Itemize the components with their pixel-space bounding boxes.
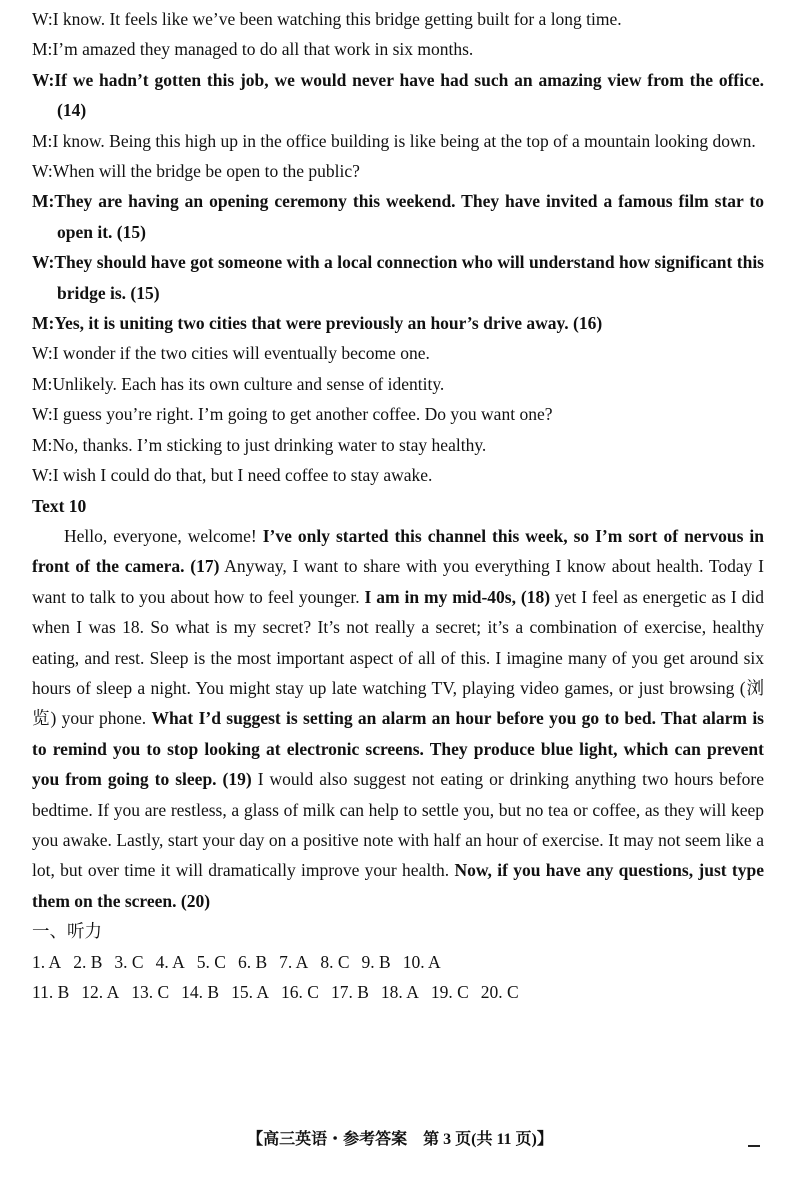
speaker-label: M:	[32, 130, 53, 151]
section-heading-text10: Text 10	[32, 495, 87, 516]
speaker-label: W:	[32, 161, 53, 182]
dialogue-line	[32, 399, 764, 429]
answer-item: 6. B	[237, 951, 268, 972]
dialogue-line	[32, 156, 764, 186]
dialogue-line	[32, 126, 764, 156]
speaker-label: M:	[32, 39, 53, 60]
dialogue-text: I know. It feels like we’ve been watching this bridge getting built for a long time.	[52, 9, 622, 29]
answer-item: 4. A	[155, 951, 185, 972]
answer-row	[32, 947, 764, 977]
text10-answer-highlight: What I’d suggest is setting an alarm an hour before you go to bed. That alarm is to remind you to stop looking at electronic screens. They produce blue light, which can prevent you from going to sleep. (19)	[32, 708, 764, 790]
answer-item: 17. B	[330, 982, 369, 1002]
page-footer: 【高三英语・参考答案 第 3 页(共 11 页)】	[247, 1131, 553, 1148]
dialogue-line	[32, 247, 764, 308]
dialogue-line	[32, 65, 764, 126]
speaker-label: W:	[32, 69, 55, 90]
answer-item: 12. A	[81, 982, 120, 1002]
dialogue-text: Unlikely. Each has its own culture and sense of identity.	[52, 373, 445, 394]
speaker-label: M:	[32, 373, 53, 394]
text10-text: I would also suggest not eating or drinking anything two hours before bedtime. If you are restless, a glass of milk can help to settle you, but no tea or coffee, as they will keep you awake. Lastly, start your day on a positive note with half an hour of exercise. It may not seem like a lot, but over time it will dramatically improve your health.	[32, 769, 765, 881]
dialogue-transcript	[32, 4, 764, 491]
dialogue-line	[32, 369, 764, 399]
text10-text: yet I feel as energetic as I did when I was 18. So what is my secret? It’s not really a secret; it’s a combination of exercise, healthy eating, and rest. Sleep is the most important aspect of all of this. I imagine many of you get around six hours of sleep a night. You might stay up late watching TV, playing video games, or just browsing (浏览) your phone.	[32, 586, 765, 729]
dialogue-line	[32, 338, 764, 368]
text10-answer-highlight: Now, if you have any questions, just type them on the screen. (20)	[32, 860, 764, 911]
answer-item: 1. A	[32, 951, 62, 972]
answer-item: 11. B	[32, 982, 70, 1002]
text10-answer-highlight: I am in my mid-40s, (18)	[364, 586, 551, 607]
document-body	[32, 4, 764, 1007]
speaker-label: W:	[32, 404, 53, 425]
dialogue-answer-highlight: If we hadn’t gotten this job, we would never have had such an amazing view from the office. (14)	[54, 69, 764, 121]
dialogue-text: I wish I could do that, but I need coffee to stay awake.	[52, 465, 433, 486]
dialogue-line	[32, 430, 764, 460]
answer-item: 19. C	[430, 982, 469, 1002]
answer-item: 16. C	[281, 982, 319, 1002]
speaker-label: W:	[32, 252, 55, 273]
answer-key	[32, 947, 764, 1008]
answers-section-title: 一、听力	[32, 921, 102, 942]
answer-item: 13. C	[131, 982, 170, 1002]
dialogue-answer-highlight: Yes, it is uniting two cities that were previously an hour’s drive away. (16)	[54, 313, 603, 334]
answer-row	[32, 977, 764, 1007]
answer-item: 14. B	[181, 982, 220, 1002]
dialogue-text: I wonder if the two cities will eventually become one.	[52, 343, 430, 364]
text10-text: Hello, everyone, welcome!	[64, 525, 263, 546]
speaker-label: W:	[32, 9, 53, 29]
answer-item: 2. B	[73, 951, 103, 972]
speaker-label: M:	[32, 191, 55, 212]
dialogue-answer-highlight: They are having an opening ceremony this weekend. They have invited a famous film star to open it. (15)	[54, 191, 764, 242]
answer-item: 20. C	[480, 982, 519, 1002]
answer-item: 18. A	[380, 982, 419, 1002]
answer-item: 7. A	[279, 951, 309, 972]
dialogue-line	[32, 186, 764, 247]
answer-item: 9. B	[361, 951, 391, 972]
dialogue-text: I guess you’re right. I’m going to get another coffee. Do you want one?	[52, 404, 553, 425]
dialogue-line	[32, 34, 764, 64]
speaker-label: M:	[32, 434, 53, 455]
answer-item: 3. C	[114, 951, 144, 972]
speaker-label: M:	[32, 313, 55, 334]
dialogue-text: No, thanks. I’m sticking to just drinking water to stay healthy.	[52, 434, 487, 455]
speaker-label: W:	[32, 343, 53, 364]
text10-paragraph	[32, 521, 764, 916]
answer-item: 15. A	[231, 982, 270, 1002]
answer-item: 10. A	[402, 951, 441, 972]
dialogue-text: When will the bridge be open to the public?	[52, 161, 360, 182]
dialogue-line	[32, 4, 764, 34]
text10-answer-highlight: I’ve only started this channel this week, so I’m sort of nervous in front of the camera. (17)	[32, 525, 764, 577]
answer-item: 8. C	[320, 951, 350, 972]
dialogue-line	[32, 460, 764, 490]
text10-text: Anyway, I want to share with you everything I know about health. Today I want to talk to you about how to feel younger.	[32, 556, 764, 607]
answer-item: 5. C	[196, 951, 226, 972]
dialogue-line	[32, 308, 764, 338]
dialogue-text: I’m amazed they managed to do all that work in six months.	[52, 39, 474, 60]
dialogue-text: I know. Being this high up in the office building is like being at the top of a mountain looking down.	[52, 130, 756, 151]
speaker-label: W:	[32, 465, 53, 486]
page-mark	[748, 1145, 760, 1147]
dialogue-answer-highlight: They should have got someone with a local connection who will understand how significant this bridge is. (15)	[54, 252, 764, 303]
